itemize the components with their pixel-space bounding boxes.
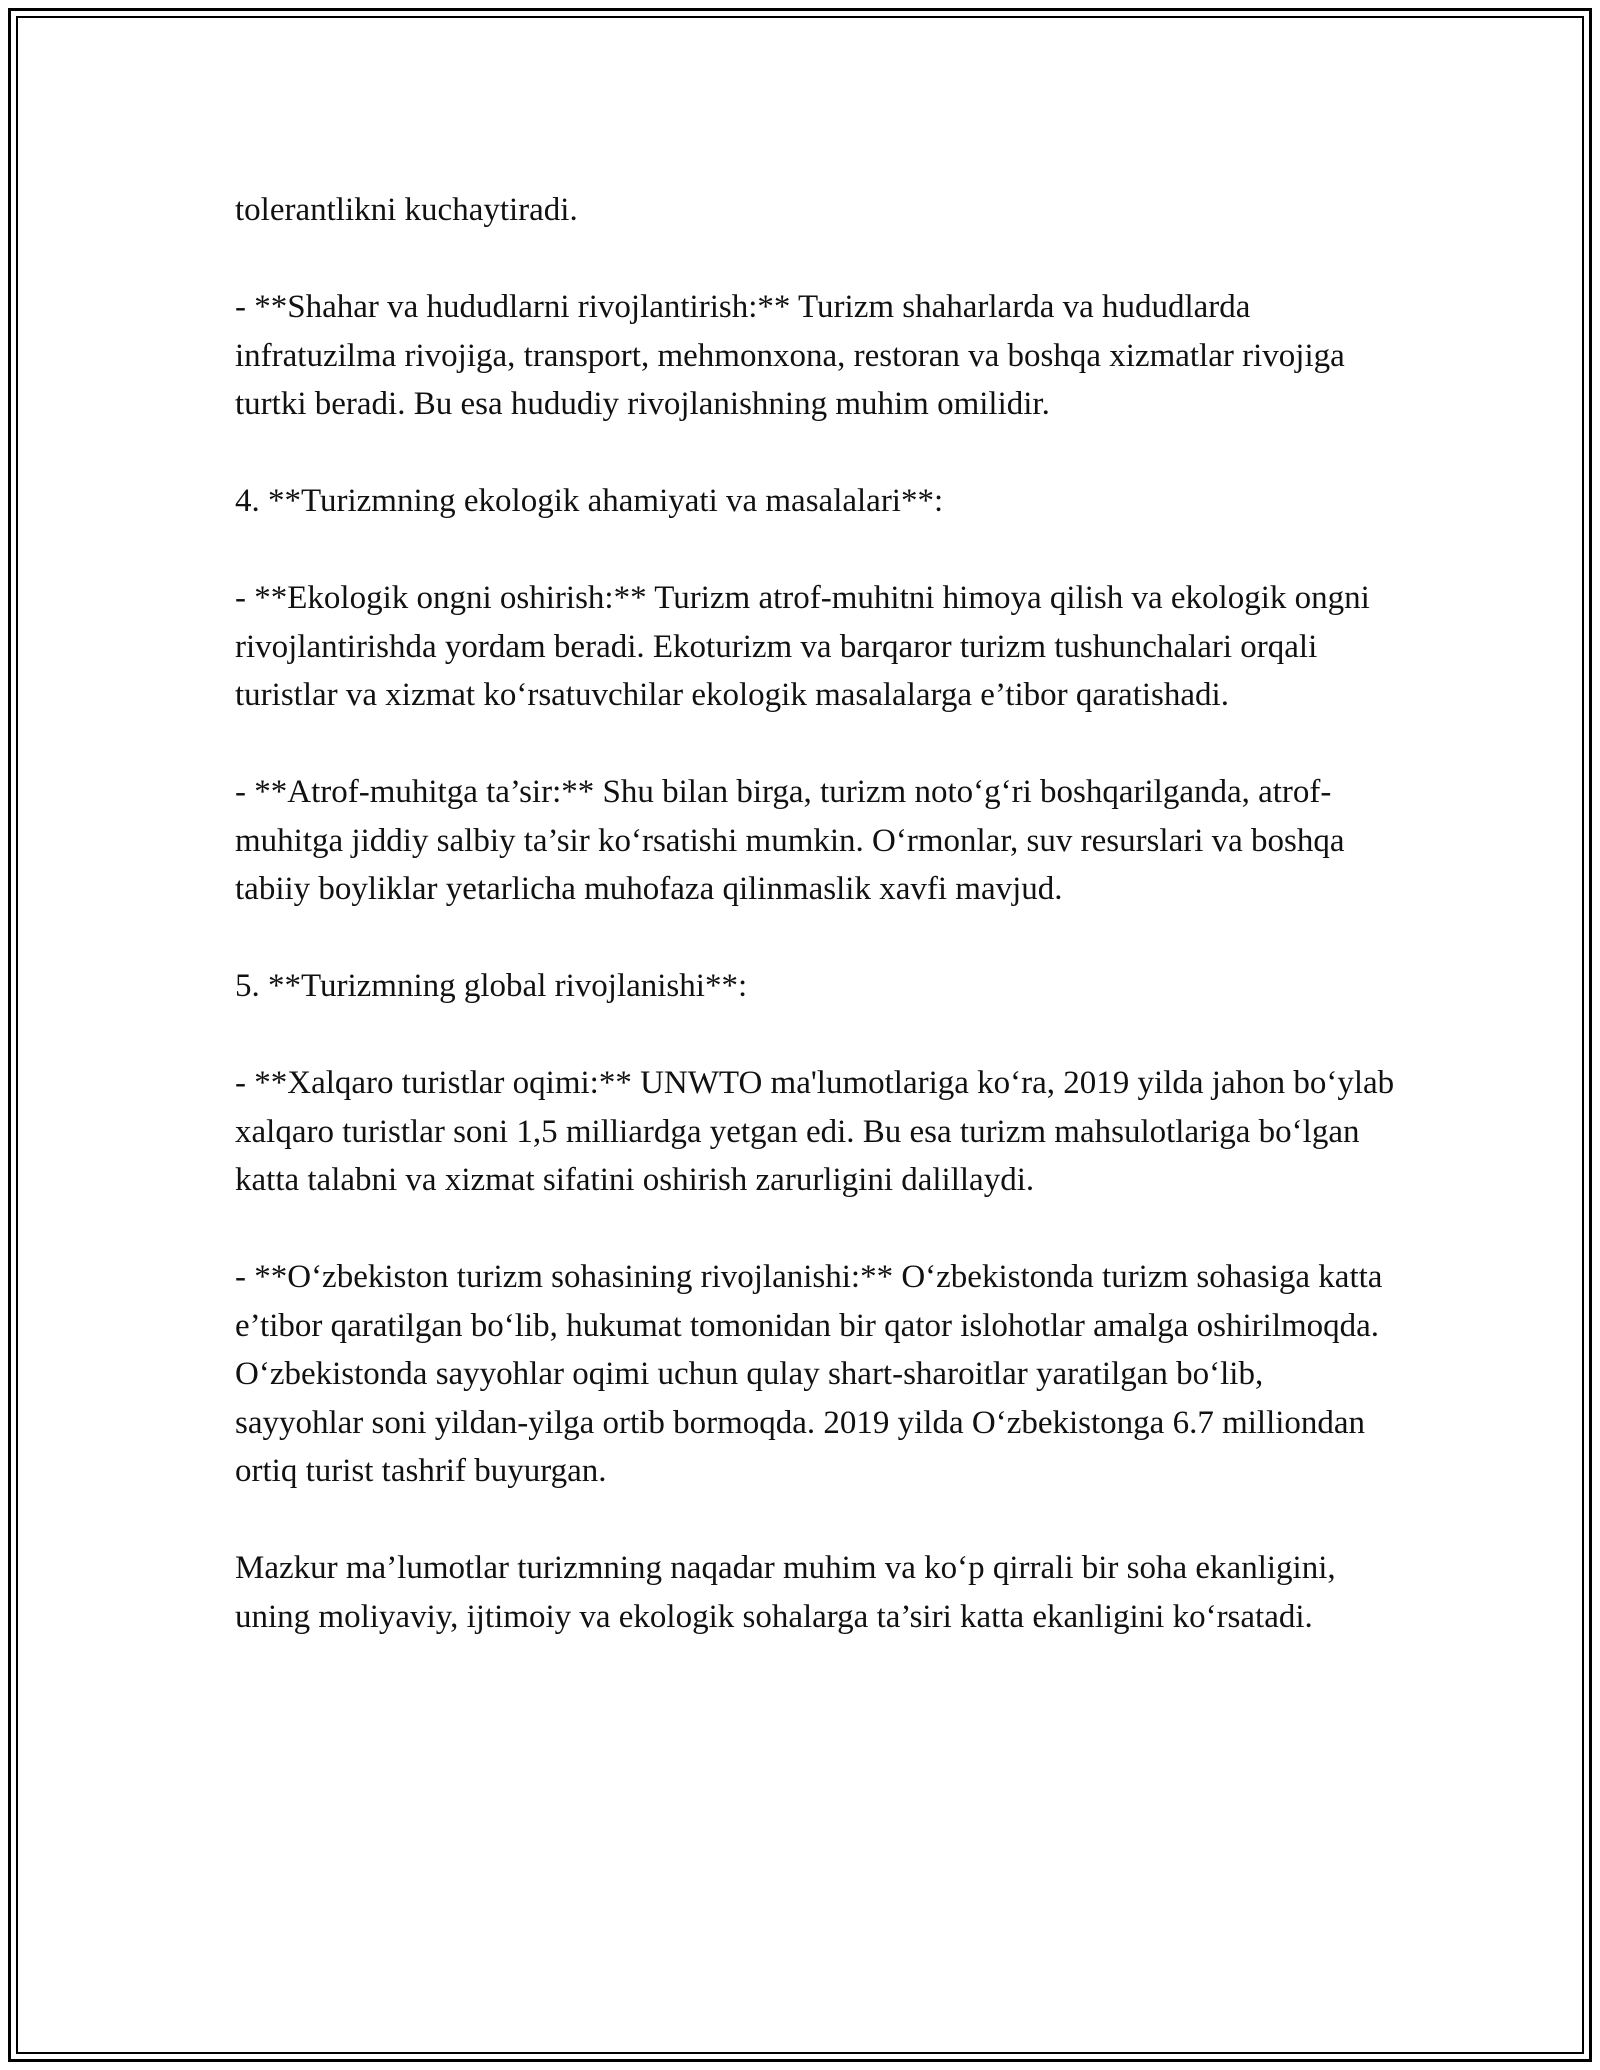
paragraph-tolerance-continuation: tolerantlikni kuchaytiradi. [235, 192, 578, 228]
paragraph-ecological-awareness: - **Ekologik ongni oshirish:** Turizm atrof-muhitni himoya qilish va ekologik ongni rivojlantirishda yordam beradi. Ekoturizm va barqaror turizm tushunchalari orqali turistlar va xizmat koʻrsatuvchilar ekologik masalalarga e’tibor qaratishadi. [235, 580, 1370, 713]
section-heading-global: 5. **Turizmning global rivojlanishi**: [235, 968, 748, 1004]
section-heading-ecological: 4. **Turizmning ekologik ahamiyati va masalalari**: [235, 483, 944, 519]
paragraph-international-flow: - **Xalqaro turistlar oqimi:** UNWTO ma'lumotlariga koʻra, 2019 yilda jahon boʻylab xalqaro turistlar soni 1,5 milliardga yetgan edi. Bu esa turizm mahsulotlariga boʻlgan katta talabni va xizmat sifatini oshirish zarurligini dalillaydi. [235, 1065, 1395, 1198]
paragraph-uzbekistan-tourism: - **Oʻzbekiston turizm sohasining rivojlanishi:** Oʻzbekistonda turizm sohasiga katta e’tibor qaratilgan boʻlib, hukumat tomonidan bir qator islohotlar amalga oshirilmoqda. Oʻzbekistonda sayyohlar oqimi uchun qulay shart-sharoitlar yaratilgan boʻlib, sayyohlar soni yildan-yilga ortib bormoqda. 2019 yilda Oʻzbekistonga 6.7 milliondan ortiq turist tashrif buyurgan. [235, 1259, 1383, 1489]
document-body [235, 186, 1395, 1641]
paragraph-environmental-impact: - **Atrof-muhitga ta’sir:** Shu bilan birga, turizm notoʻgʻri boshqarilganda, atrof-muhitga jiddiy salbiy ta’sir koʻrsatishi mumkin. Oʻrmonlar, suv resurslari va boshqa tabiiy boyliklar yetarlicha muhofaza qilinmaslik xavfi mavjud. [235, 774, 1345, 907]
paragraph-conclusion: Mazkur ma’lumotlar turizmning naqadar muhim va koʻp qirrali bir soha ekanligini, uning moliyaviy, ijtimoiy va ekologik sohalarga ta’siri katta ekanligini koʻrsatadi. [235, 1550, 1336, 1635]
paragraph-city-development: - **Shahar va hududlarni rivojlantirish:** Turizm shaharlarda va hududlarda infratuzilma rivojiga, transport, mehmonxona, restoran va boshqa xizmatlar rivojiga turtki beradi. Bu esa hududiy rivojlanishning muhim omilidir. [235, 289, 1345, 422]
